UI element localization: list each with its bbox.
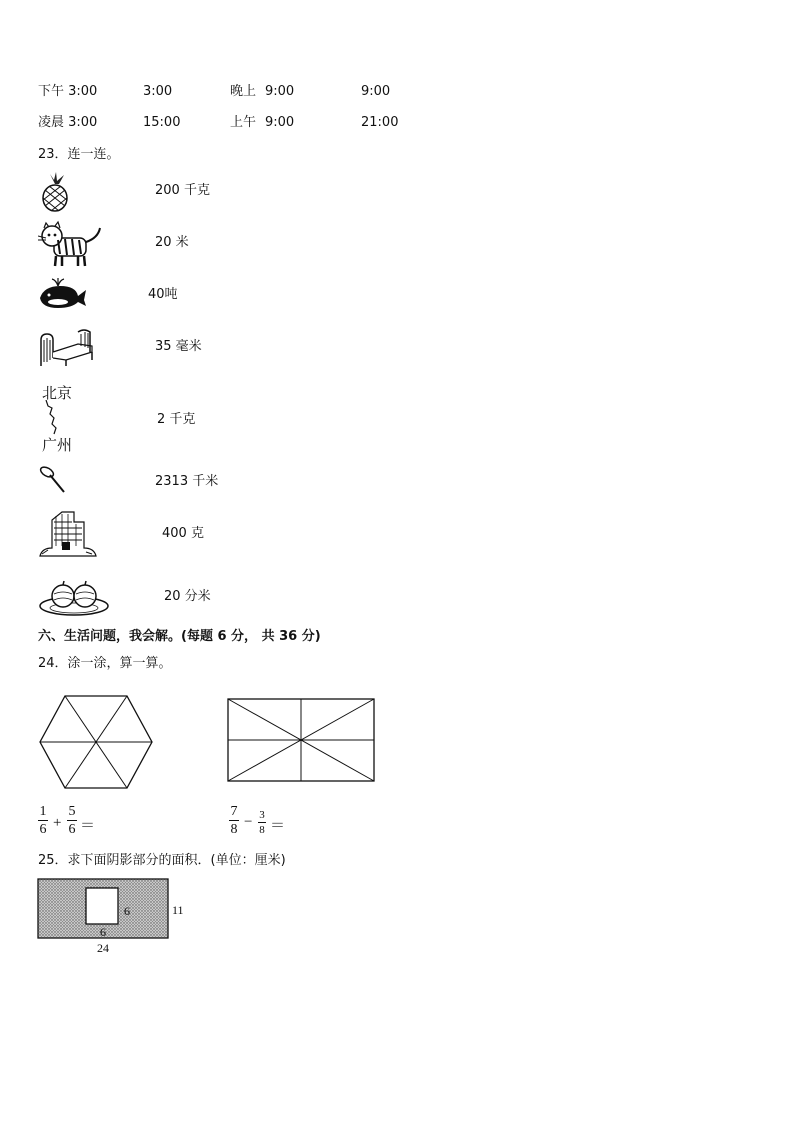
tiger-icon xyxy=(38,220,102,270)
denominator: 6 xyxy=(39,822,47,837)
numerator: 5 xyxy=(68,804,76,819)
question-24-title: 24．涂一涂，算一算。 xyxy=(38,656,172,671)
pineapple-icon xyxy=(38,172,72,212)
value-20dm: 20 分米 xyxy=(164,589,211,604)
numerator: 1 xyxy=(39,804,47,819)
plus-sign: + xyxy=(53,815,62,831)
value-400g: 400 克 xyxy=(162,526,204,541)
time-cell: 凌晨 3:00 xyxy=(38,115,98,130)
time-cell: 21:00 xyxy=(361,115,399,130)
time-cell: 9:00 xyxy=(265,84,295,99)
value-40t: 40吨 xyxy=(148,287,178,302)
map-route-icon xyxy=(40,382,80,456)
time-cell: 9:00 xyxy=(265,115,295,130)
question-23-title: 23．连一连。 xyxy=(38,147,120,162)
value-200kg: 200 千克 xyxy=(155,183,210,198)
map-label-beijing: 北京 xyxy=(42,384,73,402)
section-6-title: 六、生活问题，我会解。(每题 6 分， 共 36 分) xyxy=(38,629,321,644)
minus-sign: − xyxy=(244,814,253,830)
denominator: 6 xyxy=(68,822,76,837)
building-icon xyxy=(38,508,98,558)
fraction xyxy=(258,809,266,836)
time-cell: 15:00 xyxy=(143,115,181,130)
whale-icon xyxy=(38,276,88,310)
time-cell: 9:00 xyxy=(361,84,391,99)
outer-height-label: 11 xyxy=(172,903,184,917)
time-cell: 晚上 xyxy=(230,84,257,99)
equals-sign: ＝ xyxy=(80,818,96,834)
apples-plate-icon xyxy=(38,578,110,618)
numerator: 3 xyxy=(259,809,265,821)
denominator: 8 xyxy=(230,822,238,837)
inner-bottom-label: 6 xyxy=(100,925,106,939)
value-2313km: 2313 千米 xyxy=(155,474,219,489)
question-25-title: 25．求下面阴影部分的面积．(单位：厘米) xyxy=(38,853,286,868)
fraction xyxy=(229,804,239,837)
time-cell: 上午 xyxy=(230,115,257,130)
value-20m: 20 米 xyxy=(155,235,189,250)
bed-icon xyxy=(38,322,94,368)
map-label-guangzhou: 广州 xyxy=(42,436,73,454)
time-cell: 3:00 xyxy=(143,84,173,99)
thumbtack-icon xyxy=(38,466,68,494)
numerator: 7 xyxy=(230,804,238,819)
outer-width-label: 24 xyxy=(97,941,109,955)
hexagon-figure xyxy=(38,694,154,790)
equals-sign: ＝ xyxy=(270,818,286,834)
value-2kg: 2 千克 xyxy=(157,412,196,427)
fraction xyxy=(38,804,48,837)
denominator: 8 xyxy=(259,824,265,836)
value-35mm: 35 毫米 xyxy=(155,339,202,354)
fraction xyxy=(67,804,77,837)
time-cell: 下午 3:00 xyxy=(38,84,98,99)
rectangle-figure xyxy=(226,697,376,783)
inner-side-label: 6 xyxy=(124,904,130,918)
